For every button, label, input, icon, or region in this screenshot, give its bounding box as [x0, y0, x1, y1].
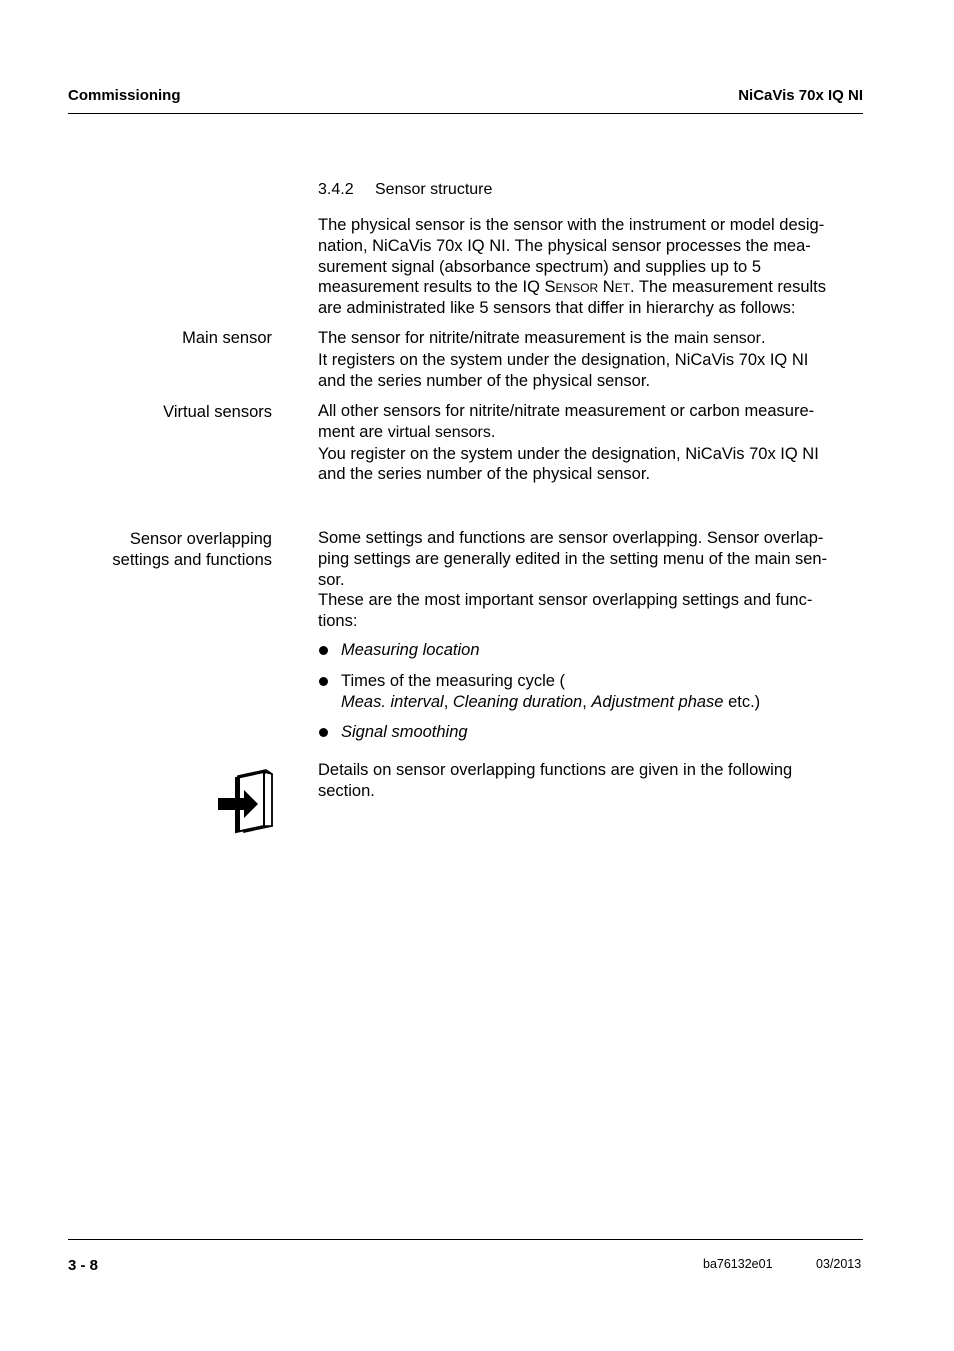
- intro-line: surement signal (absorbance spectrum) and supplies up to 5: [318, 257, 761, 276]
- overlapping-paragraph: [318, 528, 863, 632]
- running-header-product: NiCaVis 70x IQ NI: [738, 87, 863, 104]
- intro-paragraph: [318, 215, 863, 319]
- overlapping-line: ping settings are generally edited in the setting menu of the main sen-: [318, 549, 828, 568]
- footer-rule: [68, 1239, 863, 1240]
- virtual-sensors-paragraph: [318, 401, 863, 485]
- virtual-sensors-line: All other sensors for nitrite/nitrate measurement or carbon measure-: [318, 402, 815, 420]
- book-reference-icon: [216, 768, 274, 834]
- document-id: ba76132e01: [703, 1257, 773, 1271]
- list-item: Measuring location: [318, 640, 863, 661]
- page-number: 3 - 8: [68, 1257, 99, 1274]
- margin-label-main-sensor: Main sensor: [182, 329, 272, 347]
- keyword-virtual-sensors: virtual sensors: [387, 423, 491, 441]
- overlapping-line: These are the most important sensor overlapping settings and func-: [318, 591, 813, 610]
- overlapping-line: Some settings and functions are sensor overlapping. Sensor overlap-: [318, 529, 824, 547]
- running-header-chapter: Commissioning: [68, 87, 181, 104]
- virtual-sensors-line: and the series number of the physical sensor.: [318, 465, 651, 484]
- main-sensor-paragraph: [318, 328, 863, 391]
- document-date: 03/2013: [816, 1257, 862, 1271]
- bullet-icon: [319, 728, 328, 737]
- intro-line: nation, NiCaVis 70x IQ NI. The physical sensor processes the mea-: [318, 236, 811, 255]
- bullet-icon: [319, 677, 328, 686]
- margin-label-virtual-sensors: Virtual sensors: [163, 403, 272, 421]
- virtual-sensors-line: ment are virtual sensors.: [318, 422, 496, 441]
- intro-line: are administrated like 5 sensors that differ in hierarchy as follows:: [318, 299, 796, 318]
- main-sensor-line: and the series number of the physical sensor.: [318, 371, 651, 390]
- header-rule: [68, 113, 863, 114]
- overlapping-line: sor.: [318, 570, 345, 589]
- reference-note-line: section.: [318, 781, 375, 800]
- list-item: Signal smoothing: [318, 722, 863, 743]
- keyword-main-sensor: main sensor: [673, 330, 761, 347]
- intro-line: measurement results to the IQ Sensor Net. The measurement results: [318, 278, 826, 297]
- overlapping-line: tions:: [318, 612, 358, 631]
- reference-note: [318, 760, 863, 802]
- main-sensor-line: The sensor for nitrite/nitrate measurement is the main sensor.: [318, 329, 766, 347]
- main-sensor-line: It registers on the system under the designation, NiCaVis 70x IQ NI: [318, 350, 809, 369]
- reference-note-line: Details on sensor overlapping functions are given in the following: [318, 761, 793, 779]
- section-heading: [318, 181, 492, 199]
- margin-label-sensor-overlapping: Sensor overlapping settings and functions: [112, 530, 272, 569]
- virtual-sensors-line: You register on the system under the designation, NiCaVis 70x IQ NI: [318, 444, 819, 463]
- intro-line: The physical sensor is the sensor with the instrument or model desig-: [318, 216, 825, 234]
- section-title: Sensor structure: [375, 181, 493, 198]
- bullet-icon: [319, 646, 328, 655]
- section-number: 3.4.2: [318, 181, 354, 198]
- list-item: Times of the measuring cycle ( Meas. interval, Cleaning duration, Adjustment phase etc.): [318, 671, 863, 713]
